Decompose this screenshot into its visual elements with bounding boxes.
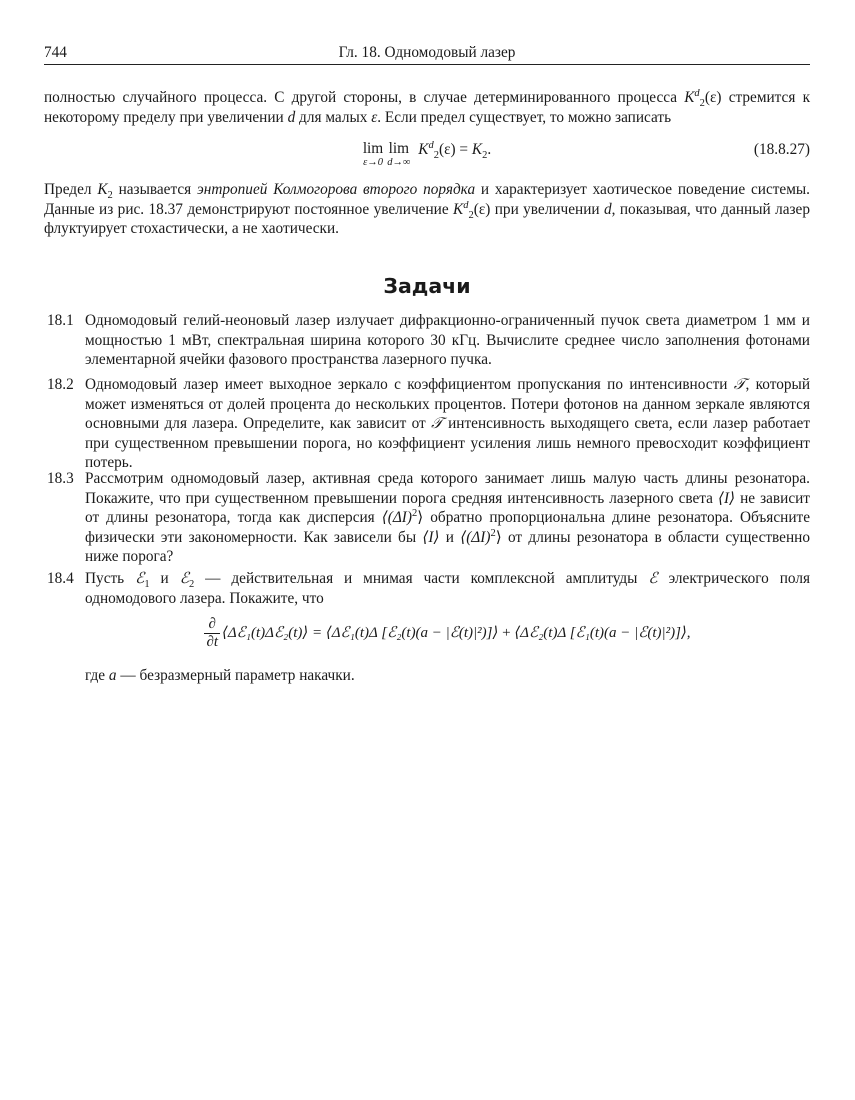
limit-epsilon: lim ε→0 — [362, 140, 384, 168]
problem-18-4 — [44, 569, 810, 608]
section-title: Задачи — [383, 274, 471, 298]
intro-paragraph: полностью случайного процесса. С другой стороны, в случае детерминированного процесса $K^d_2(\varepsilon)$ стремится к некоторому пределу при увеличении d для малых ε. Если предел существует, то можно записать — [44, 88, 810, 126]
problem-text: Пусть ℰ$_1$ и ℰ$_2$ — действительная и мнимая части комплексной амплитуды ℰ электрического поля одномодового лазера. Покажите, что — [85, 570, 810, 607]
chapter-title: Гл. 18. Одномодовый лазер — [338, 44, 516, 61]
problem-number: 18.4 — [47, 570, 74, 587]
partial-derivative: $\frac{\partial}{\partial t}$ — [206, 616, 219, 650]
problem-text: Одномодовый лазер имеет выходное зеркало с коэффициентом пропускания по интенсивности 𝒯, который может изменяться от долей процента до нескольких процентов. Потери фотонов на данном зеркале являются основными для лазера. Определите, как зависит от 𝒯 интенсивность выходящего света, если лазер работает при существенном превышении порога, но коэффициент усиления лишь немного превосходит коэффициент потерь. — [85, 376, 811, 471]
running-header — [44, 42, 810, 65]
equation-body: $\frac{\partial}{\partial t}$ ⟨Δℰ₁(t)Δℰ₂(t)⟩ = ⟨Δℰ₁(t)Δ [ℰ₂(t)(a − |ℰ(t)|²)]⟩ + ⟨Δℰ₂(t)Δ [ℰ₁(t)(a − |ℰ(t)|²)]⟩, — [206, 616, 691, 650]
problem-18-1 — [44, 311, 810, 370]
problem-18-2 — [44, 375, 810, 473]
problem-18-3 — [44, 469, 810, 567]
equation-18-8-27 — [44, 141, 810, 177]
paragraph-kolmogorov: Предел $K_2$ называется энтропией Колмогорова второго порядка и характеризует хаотическое поведение системы. Данные из рис. 18.37 демонстрируют постоянное увеличение $K^d_2(\varepsilon)$ при увеличении d, показывая, что данный лазер флуктуирует стохастически, а не хаотически. — [44, 181, 810, 237]
limit-d: lim d→∞ — [387, 140, 411, 168]
equation-correlation — [85, 616, 810, 664]
equation-number: (18.8.27) — [753, 141, 810, 158]
equation-body: lim ε→0 lim d→∞ $K^d_2(\varepsilon) = K_2$. — [362, 140, 492, 168]
problem-text: Рассмотрим одномодовый лазер, активная среда которого занимает лишь малую часть длины резонатора. Покажите, что при существенном превышении порога средняя интенсивность лазерного света ⟨I⟩ не зависит от длины резонатора, тогда как дисперсия $⟨(\Delta I)^2⟩$ обратно пропорциональна длине резонатора. Объясните физически эти закономерности. Как зависели бы ⟨I⟩ и $⟨(\Delta I)^2⟩$ от длины резонатора в области существенно ниже порога? — [85, 470, 810, 565]
problem-number: 18.1 — [47, 312, 74, 329]
pump-parameter-note: где a — безразмерный параметр накачки. — [85, 667, 355, 684]
kolmogorov-term: энтропией Колмогорова второго порядка — [196, 181, 476, 198]
page-number: 744 — [44, 44, 67, 61]
problem-text: Одномодовый гелий-неоновый лазер излучает дифракционно-ограниченный пучок света диаметром 1 мм и мощностью 1 мВт, спектральная ширина которого 30 кГц. Вычислите среднее число заполнения фотонами элементарной ячейки фазового пространства лазерного пучка. — [85, 312, 810, 368]
problem-number: 18.3 — [47, 470, 74, 487]
problem-number: 18.2 — [47, 376, 74, 393]
